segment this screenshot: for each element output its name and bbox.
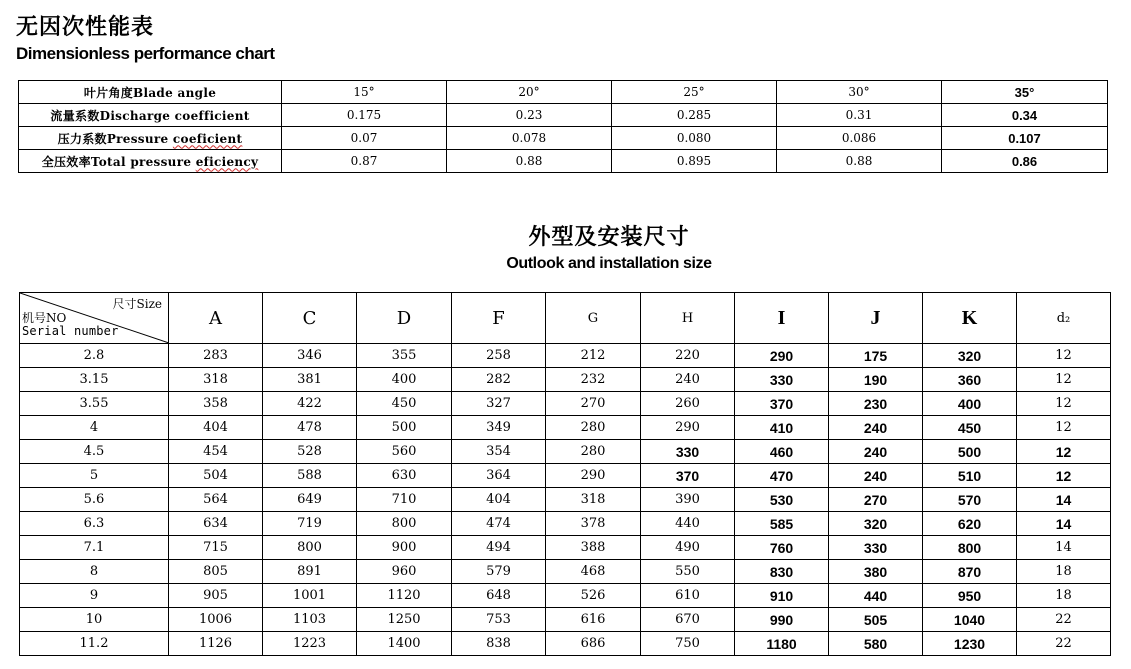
cell-serial-number: 3.15 xyxy=(20,368,169,392)
column-header-d2: d₂ xyxy=(1017,293,1111,344)
cell-serial-number: 4.5 xyxy=(20,440,169,464)
pressure-cell: 0.078 xyxy=(447,127,612,150)
cell-c: 1223 xyxy=(263,632,357,656)
discharge-cell: 0.285 xyxy=(612,104,777,127)
cell-a: 504 xyxy=(169,464,263,488)
cell-c: 346 xyxy=(263,344,357,368)
table-row xyxy=(20,608,1111,632)
cell-c: 478 xyxy=(263,416,357,440)
cell-k: 620 xyxy=(923,512,1017,536)
table-row xyxy=(20,368,1111,392)
cell-h: 240 xyxy=(641,368,735,392)
cell-d2: 14 xyxy=(1017,536,1111,560)
page-title-en: Dimensionless performance chart xyxy=(16,44,275,63)
cell-j: 270 xyxy=(829,488,923,512)
cell-d: 560 xyxy=(357,440,452,464)
cell-i: 460 xyxy=(735,440,829,464)
discharge-label: 流量系数Discharge coefficient xyxy=(19,104,282,127)
angle-cell: 35° xyxy=(942,81,1108,104)
cell-j: 320 xyxy=(829,512,923,536)
column-header-h: H xyxy=(641,293,735,344)
discharge-cell: 0.34 xyxy=(942,104,1108,127)
cell-i: 760 xyxy=(735,536,829,560)
cell-d2: 12 xyxy=(1017,464,1111,488)
pressure-label xyxy=(19,127,282,150)
cell-serial-number: 9 xyxy=(20,584,169,608)
cell-h: 370 xyxy=(641,464,735,488)
cell-i: 330 xyxy=(735,368,829,392)
table-row xyxy=(20,584,1111,608)
cell-d2: 12 xyxy=(1017,368,1111,392)
table-row xyxy=(20,416,1111,440)
cell-a: 805 xyxy=(169,560,263,584)
cell-d: 630 xyxy=(357,464,452,488)
cell-j: 380 xyxy=(829,560,923,584)
column-header-d: D xyxy=(357,293,452,344)
cell-c: 588 xyxy=(263,464,357,488)
cell-f: 648 xyxy=(452,584,546,608)
cell-d: 1120 xyxy=(357,584,452,608)
column-header-f: F xyxy=(452,293,546,344)
column-header-j: J xyxy=(829,293,923,344)
table-row xyxy=(20,392,1111,416)
cell-k: 870 xyxy=(923,560,1017,584)
pressure-cell: 0.080 xyxy=(612,127,777,150)
cell-f: 327 xyxy=(452,392,546,416)
cell-k: 510 xyxy=(923,464,1017,488)
discharge-row xyxy=(19,104,1108,127)
cell-a: 905 xyxy=(169,584,263,608)
cell-j: 580 xyxy=(829,632,923,656)
cell-serial-number: 11.2 xyxy=(20,632,169,656)
cell-i: 910 xyxy=(735,584,829,608)
cell-k: 320 xyxy=(923,344,1017,368)
efficiency-cell: 0.86 xyxy=(942,150,1108,173)
discharge-cell: 0.23 xyxy=(447,104,612,127)
cell-k: 1230 xyxy=(923,632,1017,656)
cell-serial-number: 8 xyxy=(20,560,169,584)
pressure-cell: 0.07 xyxy=(282,127,447,150)
cell-f: 349 xyxy=(452,416,546,440)
table-row xyxy=(20,344,1111,368)
discharge-cell: 0.175 xyxy=(282,104,447,127)
cell-g: 388 xyxy=(546,536,641,560)
cell-i: 370 xyxy=(735,392,829,416)
cell-g: 616 xyxy=(546,608,641,632)
cell-k: 360 xyxy=(923,368,1017,392)
cell-j: 440 xyxy=(829,584,923,608)
efficiency-row xyxy=(19,150,1108,173)
table-row xyxy=(20,464,1111,488)
cell-h: 330 xyxy=(641,440,735,464)
cell-j: 240 xyxy=(829,416,923,440)
table-row xyxy=(20,536,1111,560)
table-row xyxy=(20,512,1111,536)
cell-serial-number: 6.3 xyxy=(20,512,169,536)
pressure-label-wavy: coeficient xyxy=(172,131,243,146)
cell-d2: 12 xyxy=(1017,440,1111,464)
cell-k: 1040 xyxy=(923,608,1017,632)
cell-serial-number: 5.6 xyxy=(20,488,169,512)
cell-d: 960 xyxy=(357,560,452,584)
dimensions-header-row xyxy=(20,293,1111,344)
efficiency-cell: 0.88 xyxy=(777,150,942,173)
cell-i: 530 xyxy=(735,488,829,512)
cell-h: 490 xyxy=(641,536,735,560)
column-header-c: C xyxy=(263,293,357,344)
discharge-cell: 0.31 xyxy=(777,104,942,127)
cell-a: 454 xyxy=(169,440,263,464)
pressure-cell: 0.086 xyxy=(777,127,942,150)
cell-g: 232 xyxy=(546,368,641,392)
cell-i: 1180 xyxy=(735,632,829,656)
cell-j: 240 xyxy=(829,440,923,464)
efficiency-cell: 0.88 xyxy=(447,150,612,173)
cell-f: 282 xyxy=(452,368,546,392)
cell-serial-number: 3.55 xyxy=(20,392,169,416)
cell-f: 258 xyxy=(452,344,546,368)
cell-c: 719 xyxy=(263,512,357,536)
cell-i: 990 xyxy=(735,608,829,632)
cell-f: 494 xyxy=(452,536,546,560)
cell-i: 470 xyxy=(735,464,829,488)
cell-a: 564 xyxy=(169,488,263,512)
cell-c: 800 xyxy=(263,536,357,560)
cell-d2: 12 xyxy=(1017,416,1111,440)
table-row xyxy=(20,560,1111,584)
column-header-g: G xyxy=(546,293,641,344)
cell-d2: 22 xyxy=(1017,632,1111,656)
cell-c: 891 xyxy=(263,560,357,584)
cell-c: 381 xyxy=(263,368,357,392)
cell-h: 260 xyxy=(641,392,735,416)
cell-a: 404 xyxy=(169,416,263,440)
cell-j: 175 xyxy=(829,344,923,368)
cell-serial-number: 5 xyxy=(20,464,169,488)
cell-g: 686 xyxy=(546,632,641,656)
angle-cell: 30° xyxy=(777,81,942,104)
cell-a: 715 xyxy=(169,536,263,560)
cell-c: 422 xyxy=(263,392,357,416)
size-label: 尺寸Size xyxy=(112,297,162,311)
cell-h: 220 xyxy=(641,344,735,368)
cell-k: 450 xyxy=(923,416,1017,440)
cell-serial-number: 7.1 xyxy=(20,536,169,560)
dimensions-body xyxy=(20,344,1111,656)
cell-d: 710 xyxy=(357,488,452,512)
cell-h: 750 xyxy=(641,632,735,656)
cell-k: 400 xyxy=(923,392,1017,416)
cell-h: 290 xyxy=(641,416,735,440)
cell-i: 290 xyxy=(735,344,829,368)
cell-j: 240 xyxy=(829,464,923,488)
cell-d: 450 xyxy=(357,392,452,416)
cell-g: 318 xyxy=(546,488,641,512)
cell-d2: 12 xyxy=(1017,392,1111,416)
serial-number-label: Serial number xyxy=(22,324,119,338)
blade-angle-row xyxy=(19,81,1108,104)
cell-serial-number: 2.8 xyxy=(20,344,169,368)
performance-table xyxy=(18,80,1108,173)
cell-a: 358 xyxy=(169,392,263,416)
cell-h: 390 xyxy=(641,488,735,512)
cell-d2: 14 xyxy=(1017,488,1111,512)
cell-a: 634 xyxy=(169,512,263,536)
table-row xyxy=(20,632,1111,656)
cell-g: 280 xyxy=(546,416,641,440)
cell-c: 528 xyxy=(263,440,357,464)
cell-j: 330 xyxy=(829,536,923,560)
blade-angle-label: 叶片角度Blade angle xyxy=(19,81,282,104)
pressure-label-text: 压力系数Pressure xyxy=(57,131,173,146)
angle-cell: 25° xyxy=(612,81,777,104)
cell-k: 800 xyxy=(923,536,1017,560)
cell-h: 670 xyxy=(641,608,735,632)
cell-d2: 12 xyxy=(1017,344,1111,368)
cell-d: 355 xyxy=(357,344,452,368)
cell-f: 753 xyxy=(452,608,546,632)
column-header-i: I xyxy=(735,293,829,344)
cell-g: 526 xyxy=(546,584,641,608)
cell-g: 280 xyxy=(546,440,641,464)
cell-i: 830 xyxy=(735,560,829,584)
cell-d: 400 xyxy=(357,368,452,392)
efficiency-label-wavy: eficiency xyxy=(195,154,259,169)
cell-h: 440 xyxy=(641,512,735,536)
table-row xyxy=(20,488,1111,512)
cell-d2: 22 xyxy=(1017,608,1111,632)
cell-d2: 14 xyxy=(1017,512,1111,536)
pressure-row xyxy=(19,127,1108,150)
pressure-cell: 0.107 xyxy=(942,127,1108,150)
cell-c: 649 xyxy=(263,488,357,512)
cell-g: 270 xyxy=(546,392,641,416)
cell-d: 1400 xyxy=(357,632,452,656)
cell-a: 318 xyxy=(169,368,263,392)
cell-d: 1250 xyxy=(357,608,452,632)
cell-a: 1126 xyxy=(169,632,263,656)
cell-g: 378 xyxy=(546,512,641,536)
cell-g: 290 xyxy=(546,464,641,488)
cell-k: 570 xyxy=(923,488,1017,512)
efficiency-cell: 0.895 xyxy=(612,150,777,173)
cell-a: 283 xyxy=(169,344,263,368)
angle-cell: 15° xyxy=(282,81,447,104)
page-title-cn: 无因次性能表 xyxy=(16,15,155,40)
machine-no-label: 机号NO xyxy=(22,311,67,325)
cell-d2: 18 xyxy=(1017,560,1111,584)
cell-c: 1001 xyxy=(263,584,357,608)
cell-d2: 18 xyxy=(1017,584,1111,608)
section-title-cn: 外型及安装尺寸 xyxy=(528,225,690,250)
efficiency-label xyxy=(19,150,282,173)
cell-a: 1006 xyxy=(169,608,263,632)
cell-g: 212 xyxy=(546,344,641,368)
cell-j: 230 xyxy=(829,392,923,416)
cell-serial-number: 4 xyxy=(20,416,169,440)
cell-k: 500 xyxy=(923,440,1017,464)
cell-c: 1103 xyxy=(263,608,357,632)
cell-f: 838 xyxy=(452,632,546,656)
cell-f: 579 xyxy=(452,560,546,584)
cell-f: 474 xyxy=(452,512,546,536)
cell-k: 950 xyxy=(923,584,1017,608)
efficiency-label-text: 全压效率Total pressure xyxy=(41,154,196,169)
table-row xyxy=(20,440,1111,464)
cell-d: 800 xyxy=(357,512,452,536)
angle-cell: 20° xyxy=(447,81,612,104)
cell-d: 900 xyxy=(357,536,452,560)
column-header-a: A xyxy=(169,293,263,344)
cell-g: 468 xyxy=(546,560,641,584)
cell-h: 610 xyxy=(641,584,735,608)
corner-header-cell xyxy=(20,293,169,344)
cell-i: 585 xyxy=(735,512,829,536)
column-header-k: K xyxy=(923,293,1017,344)
cell-j: 505 xyxy=(829,608,923,632)
cell-h: 550 xyxy=(641,560,735,584)
cell-f: 354 xyxy=(452,440,546,464)
dimensions-table xyxy=(19,292,1111,656)
cell-serial-number: 10 xyxy=(20,608,169,632)
cell-f: 364 xyxy=(452,464,546,488)
cell-f: 404 xyxy=(452,488,546,512)
section-title-en: Outlook and installation size xyxy=(506,255,712,272)
efficiency-cell: 0.87 xyxy=(282,150,447,173)
cell-j: 190 xyxy=(829,368,923,392)
cell-d: 500 xyxy=(357,416,452,440)
cell-i: 410 xyxy=(735,416,829,440)
